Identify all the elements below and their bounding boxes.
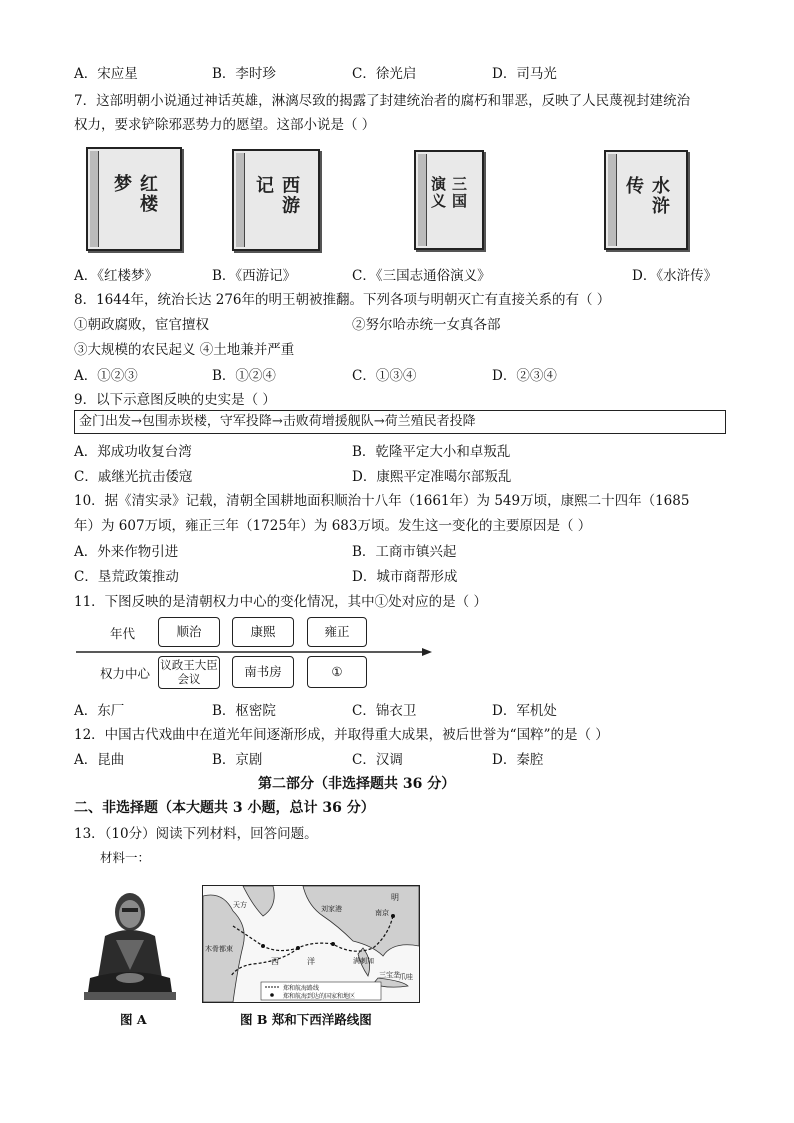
q12-stem: 12．中国古代戏曲中在道光年间逐渐形成，并取得重大成果，被后世誉为“国粹”的是（ ） bbox=[74, 727, 609, 743]
q8-option-b: B．①②④ bbox=[212, 368, 276, 384]
era-yongzheng: 雍正 bbox=[307, 617, 367, 647]
book-cover-hongloumeng bbox=[86, 147, 182, 251]
q9-option-a: A．郑成功收复台湾 bbox=[74, 444, 192, 460]
q11-option-c: C．锦衣卫 bbox=[352, 703, 417, 719]
map-legend-places: 郑和航海到达的国家和地区 bbox=[283, 993, 356, 1000]
q11-option-b: B．枢密院 bbox=[212, 703, 276, 719]
part2-title: 第二部分（非选择题共 36 分） bbox=[258, 776, 456, 792]
map-label: 南京 bbox=[375, 909, 389, 917]
q8-item-2: ②努尔哈赤统一女真各部 bbox=[352, 317, 501, 333]
era-shunzhi: 顺治 bbox=[158, 617, 220, 647]
map-label: 西 bbox=[271, 957, 279, 966]
book-title: 红楼梦 bbox=[111, 174, 158, 214]
q7-option-a: A．《红楼梦》 bbox=[74, 268, 158, 284]
q11-option-a: A．东厂 bbox=[74, 703, 125, 719]
map-label: 刘家港 bbox=[321, 905, 342, 913]
map-label: 明 bbox=[391, 893, 399, 902]
center-yizheng-wang-dachen: 议政王大臣会议 bbox=[158, 656, 220, 689]
q11-timeline-diagram bbox=[74, 612, 444, 692]
book-title: 三国演义 bbox=[429, 176, 468, 210]
center-nanshufang: 南书房 bbox=[232, 656, 294, 688]
q12-option-c: C．汉调 bbox=[352, 752, 403, 768]
map-label: 洋 bbox=[307, 957, 315, 966]
q12-option-b: B．京剧 bbox=[212, 752, 263, 768]
q10-option-d: D．城市商帮形成 bbox=[352, 569, 458, 585]
q12-option-d: D．秦腔 bbox=[492, 752, 544, 768]
q8-option-c: C．①③④ bbox=[352, 368, 417, 384]
q10-option-c: C．垦荒政策推动 bbox=[74, 569, 179, 585]
q10-stem-line1: 10．据《清实录》记载，清朝全国耕地面积顺治十八年（1661年）为 549万顷，康熙二十四年（1685 bbox=[74, 493, 690, 509]
fig-b-caption: 图 B 郑和下西洋路线图 bbox=[240, 1012, 372, 1027]
q7-option-c: C．《三国志通俗演义》 bbox=[352, 268, 491, 284]
map-legend-route: 郑和航海路线 bbox=[283, 985, 320, 992]
q8-stem: 8．1644年，统治长达 276年的明王朝被推翻。下列各项与明朝灭亡有直接关系的有（ ） bbox=[74, 292, 611, 308]
q9-option-c: C．戚继光抗击倭寇 bbox=[74, 469, 193, 485]
q9-flow-box: 金门出发→包围赤崁楼，守军投降→击败荷增援舰队→荷兰殖民者投降 bbox=[74, 410, 726, 434]
q6-option-b: B．李时珍 bbox=[212, 66, 276, 82]
map-label: 爪哇 bbox=[399, 973, 413, 981]
q10-stem-line2: 年）为 607万顷，雍正三年（1725年）为 683万顷。发生这一变化的主要原因是（ ） bbox=[74, 518, 592, 534]
q6-option-c: C．徐光启 bbox=[352, 66, 417, 82]
q9-stem: 9．以下示意图反映的史实是（ ） bbox=[74, 392, 276, 408]
q7-stem-line1: 7．这部明朝小说通过神话英雄，淋漓尽致的揭露了封建统治者的腐朽和罪恶，反映了人民蔑视封建统治 bbox=[74, 93, 691, 109]
map-label: 三宝垄 bbox=[379, 971, 400, 979]
book-cover-xiyouji bbox=[232, 149, 320, 251]
q12-option-a: A．昆曲 bbox=[74, 752, 125, 768]
zhenghe-route-map bbox=[202, 885, 420, 1003]
book-cover-shuihuzhuan bbox=[604, 150, 688, 250]
book-cover-sanguo bbox=[414, 150, 484, 250]
q9-option-b: B．乾隆平定大小和卓叛乱 bbox=[352, 444, 511, 460]
material-label: 材料一： bbox=[100, 850, 151, 865]
row-label-power-center: 权力中心 bbox=[100, 666, 151, 681]
q6-option-a: A．宋应星 bbox=[74, 66, 138, 82]
era-kangxi: 康熙 bbox=[232, 617, 294, 647]
book-title: 水浒传 bbox=[623, 176, 670, 216]
q8-option-a: A．①②③ bbox=[74, 368, 138, 384]
q7-option-d: D．《水浒传》 bbox=[632, 268, 718, 284]
section2-title: 二、非选择题（本大题共 3 小题，总计 36 分） bbox=[74, 800, 375, 816]
q9-option-d: D．康熙平定准噶尔部叛乱 bbox=[352, 469, 512, 485]
q8-item-1: ①朝政腐败，宦官擅权 bbox=[74, 317, 209, 333]
q8-item-3-4: ③大规模的农民起义 ④土地兼并严重 bbox=[74, 342, 295, 358]
statue-image bbox=[80, 878, 180, 1002]
row-label-era: 年代 bbox=[110, 626, 136, 641]
book-title: 西游记 bbox=[253, 175, 300, 216]
center-unknown-1: ① bbox=[307, 656, 367, 688]
q10-option-a: A．外来作物引进 bbox=[74, 544, 179, 560]
q10-option-b: B．工商市镇兴起 bbox=[352, 544, 457, 560]
map-label: 天方 bbox=[233, 901, 247, 909]
q7-option-b: B．《西游记》 bbox=[212, 268, 297, 284]
q6-option-d: D．司马光 bbox=[492, 66, 557, 82]
q13-stem: 13．（10分）阅读下列材料，回答问题。 bbox=[74, 826, 318, 842]
q8-option-d: D．②③④ bbox=[492, 368, 557, 384]
q11-stem: 11．下图反映的是清朝权力中心的变化情况，其中①处对应的是（ ） bbox=[74, 594, 487, 610]
fig-a-caption: 图 A bbox=[120, 1012, 147, 1027]
q11-option-d: D．军机处 bbox=[492, 703, 557, 719]
map-label: 木骨都束 bbox=[205, 945, 233, 953]
q7-stem-line2: 权力，要求铲除邪恶势力的愿望。这部小说是（ ） bbox=[74, 117, 376, 133]
map-label: 满刺加 bbox=[353, 957, 374, 965]
